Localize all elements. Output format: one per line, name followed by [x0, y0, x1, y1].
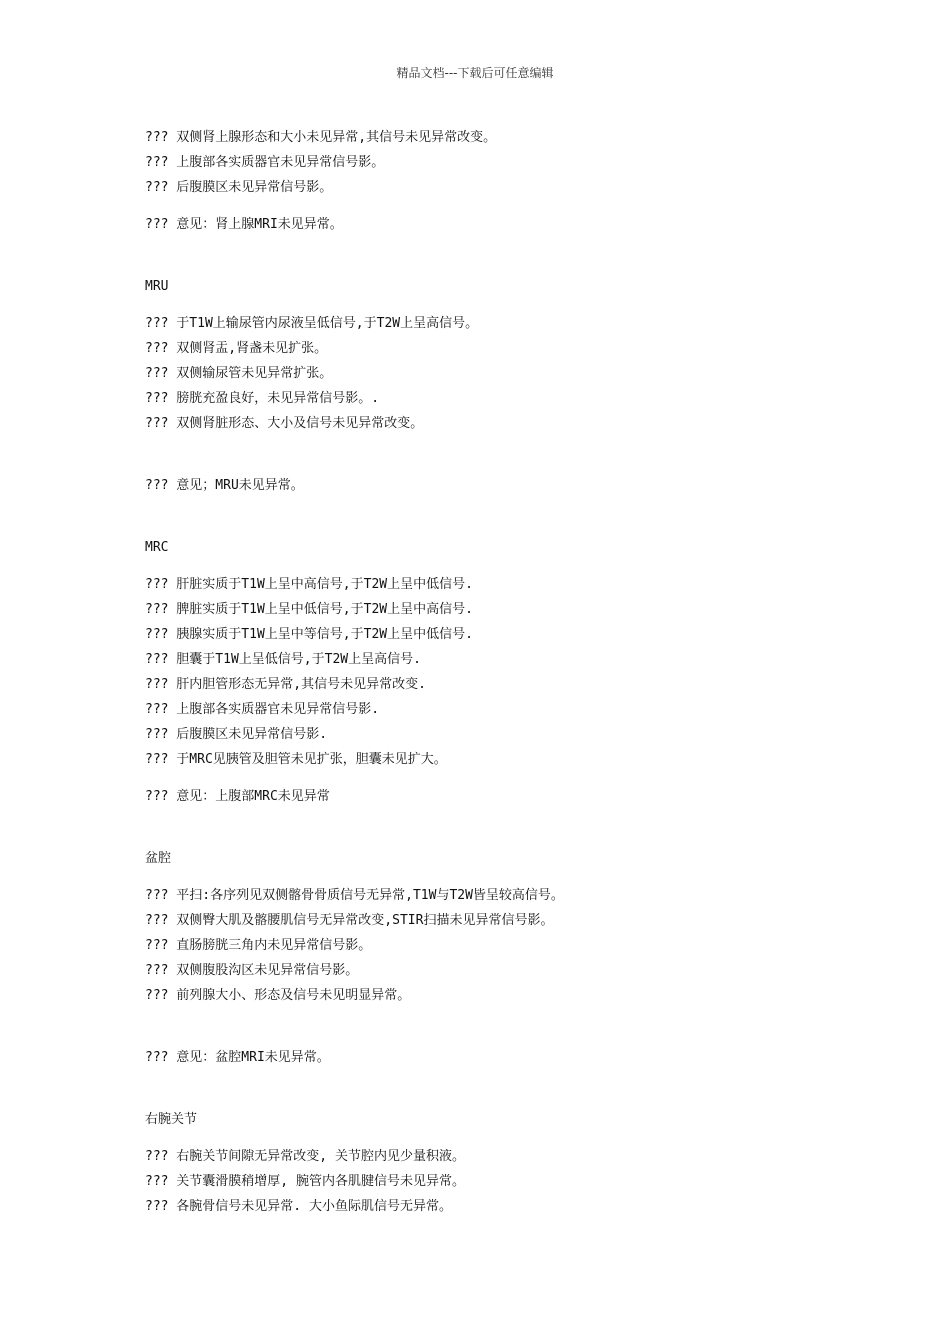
mru-conclusion: ??? 意见；MRU未见异常。 [145, 478, 304, 493]
section-heading-mru: MRU [145, 279, 169, 294]
text-line: ??? 胰腺实质于T1W上呈中等信号,于T2W上呈中低信号. [145, 627, 473, 642]
section-heading-mrc: MRC [145, 540, 169, 555]
text-line: ??? 双侧肾上腺形态和大小未见异常,其信号未见异常改变。 [145, 130, 497, 145]
text-line: ??? 双侧臀大肌及髂腰肌信号无异常改变,STIR扫描未见异常信号影。 [145, 913, 554, 928]
text-line: ??? 于MRC见胰管及胆管未见扩张，胆囊未见扩大。 [145, 752, 447, 767]
text-line: ??? 双侧输尿管未见异常扩张。 [145, 366, 333, 381]
text-line: ??? 上腹部各实质器官未见异常信号影。 [145, 155, 385, 170]
text-line: ??? 各腕骨信号未见异常. 大小鱼际肌信号无异常。 [145, 1199, 452, 1214]
text-line: ??? 右腕关节间隙无异常改变, 关节腔内见少量积液。 [145, 1149, 465, 1164]
text-line: ??? 上腹部各实质器官未见异常信号影. [145, 702, 380, 717]
mrc-findings [145, 572, 865, 772]
mrc-conclusion: ??? 意见：上腹部MRC未见异常 [145, 789, 330, 804]
text-line: ??? 双侧腹股沟区未见异常信号影。 [145, 963, 359, 978]
text-line: ??? 前列腺大小、形态及信号未见明显异常。 [145, 988, 411, 1003]
adrenal-conclusion: ??? 意见：肾上腺MRI未见异常。 [145, 217, 343, 232]
text-line: ??? 双侧肾脏形态、大小及信号未见异常改变。 [145, 416, 424, 431]
wrist-findings [145, 1144, 865, 1219]
section-heading-pelvis: 盆腔 [145, 851, 172, 866]
text-line: ??? 肝脏实质于T1W上呈中高信号,于T2W上呈中低信号. [145, 577, 473, 592]
text-line: ??? 胆囊于T1W上呈低信号,于T2W上呈高信号. [145, 652, 421, 667]
section-heading-right-wrist: 右腕关节 [145, 1112, 198, 1127]
text-line: ??? 双侧肾盂,肾盏未见扩张。 [145, 341, 328, 356]
text-line: ??? 关节囊滑膜稍增厚, 腕管内各肌腱信号未见异常。 [145, 1174, 465, 1189]
text-line: ??? 膀胱充盈良好，未见异常信号影。. [145, 391, 380, 406]
adrenal-findings [145, 125, 865, 200]
page-header: 精品文档---下载后可任意编辑 [396, 66, 554, 80]
mru-findings [145, 311, 865, 436]
text-line: ??? 平扫:各序列见双侧髂骨骨质信号无异常,T1W与T2W皆呈较高信号。 [145, 888, 564, 903]
pelvis-conclusion: ??? 意见：盆腔MRI未见异常。 [145, 1050, 330, 1065]
text-line: ??? 后腹膜区未见异常信号影. [145, 727, 328, 742]
text-line: ??? 于T1W上输尿管内尿液呈低信号,于T2W上呈高信号。 [145, 316, 479, 331]
text-line: ??? 肝内胆管形态无异常,其信号未见异常改变. [145, 677, 426, 692]
text-line: ??? 后腹膜区未见异常信号影。 [145, 180, 333, 195]
pelvis-findings [145, 883, 865, 1008]
document-body [145, 125, 865, 1219]
text-line: ??? 脾脏实质于T1W上呈中低信号,于T2W上呈中高信号. [145, 602, 473, 617]
text-line: ??? 直肠膀胱三角内未见异常信号影。 [145, 938, 372, 953]
